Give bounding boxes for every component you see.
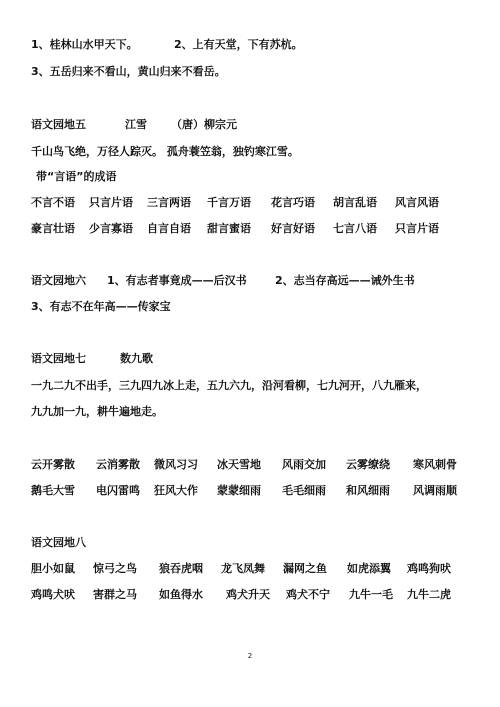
idiom: 和风细雨 xyxy=(346,484,390,497)
idiom: 只言片语 xyxy=(89,196,133,209)
idiom: 九牛二虎 xyxy=(407,588,451,601)
idiom: 微风习习 xyxy=(154,458,198,471)
idiom: 惊弓之鸟 xyxy=(93,562,137,575)
poem-title: 江雪 xyxy=(125,118,147,131)
idiom: 鹅毛大雪 xyxy=(31,484,75,497)
poem-text: 千山鸟飞绝，万径人踪灭。 孤舟蓑笠翁，独钓寒江雪。 xyxy=(31,145,299,158)
idiom: 寒风刺骨 xyxy=(413,458,457,471)
saying: 2、志当存高远——诫外生书 xyxy=(275,274,415,287)
proverb-1: 1、桂林山水甲天下。 xyxy=(31,38,138,51)
proverb-2: 2、上有天堂，下有苏杭。 xyxy=(174,38,303,51)
idiom: 风雨交加 xyxy=(282,458,326,471)
idiom: 胡言乱语 xyxy=(333,196,377,209)
idiom: 鸡鸣狗吠 xyxy=(407,562,451,575)
idiom: 花言巧语 xyxy=(271,196,315,209)
saying: 1、有志者事竟成——后汉书 xyxy=(107,274,247,287)
song-text: 一九二九不出手，三九四九冰上走，五九六九，沿河看柳，七九河开，八九雁来， xyxy=(31,379,427,392)
idiom: 风调雨顺 xyxy=(413,484,457,497)
idiom: 甜言蜜语 xyxy=(207,222,251,235)
proverb-3: 3、五岳归来不看山，黄山归来不看岳。 xyxy=(31,65,226,78)
song-title: 数九歌 xyxy=(120,352,153,365)
idiom: 好言好语 xyxy=(271,222,315,235)
poem-author: （唐）柳宗元 xyxy=(171,118,237,131)
idiom: 鸡鸣犬吠 xyxy=(31,588,75,601)
idiom: 毛毛细雨 xyxy=(282,484,326,497)
idiom: 云雾缭绕 xyxy=(346,458,390,471)
idiom: 豪言壮语 xyxy=(31,222,75,235)
idiom: 只言片语 xyxy=(395,222,439,235)
section-title: 语文园地五 xyxy=(31,118,86,131)
idiom: 如鱼得水 xyxy=(159,588,203,601)
page-number: 2 xyxy=(247,652,253,660)
idiom: 千言万语 xyxy=(207,196,251,209)
idiom: 三言两语 xyxy=(147,196,191,209)
idiom: 云开雾散 xyxy=(31,458,75,471)
idiom: 冰天雪地 xyxy=(217,458,261,471)
idiom: 鸡犬升天 xyxy=(226,588,270,601)
idiom-group-heading: 带“言语”的成语 xyxy=(36,170,117,183)
idiom: 狂风大作 xyxy=(154,484,198,497)
idiom: 如虎添翼 xyxy=(347,562,391,575)
idiom: 漏网之鱼 xyxy=(283,562,327,575)
idiom: 龙飞凤舞 xyxy=(221,562,265,575)
idiom: 七言八语 xyxy=(333,222,377,235)
idiom: 害群之马 xyxy=(93,588,137,601)
song-text: 九九加一九，耕牛遍地走。 xyxy=(31,405,163,418)
idiom: 云消雾散 xyxy=(96,458,140,471)
idiom: 自言自语 xyxy=(147,222,191,235)
idiom: 狼吞虎咽 xyxy=(159,562,203,575)
section-title: 语文园地六 xyxy=(31,274,86,287)
idiom: 电闪雷鸣 xyxy=(96,484,140,497)
idiom: 不言不语 xyxy=(31,196,75,209)
idiom: 九牛一毛 xyxy=(349,588,393,601)
saying: 3、有志不在年高——传家宝 xyxy=(31,300,171,313)
section-title: 语文园地七 xyxy=(31,352,86,365)
idiom: 风言风语 xyxy=(395,196,439,209)
section-title: 语文园地八 xyxy=(31,536,86,549)
idiom: 少言寡语 xyxy=(89,222,133,235)
idiom: 蒙蒙细雨 xyxy=(217,484,261,497)
idiom: 胆小如鼠 xyxy=(31,562,75,575)
idiom: 鸡犬不宁 xyxy=(286,588,330,601)
